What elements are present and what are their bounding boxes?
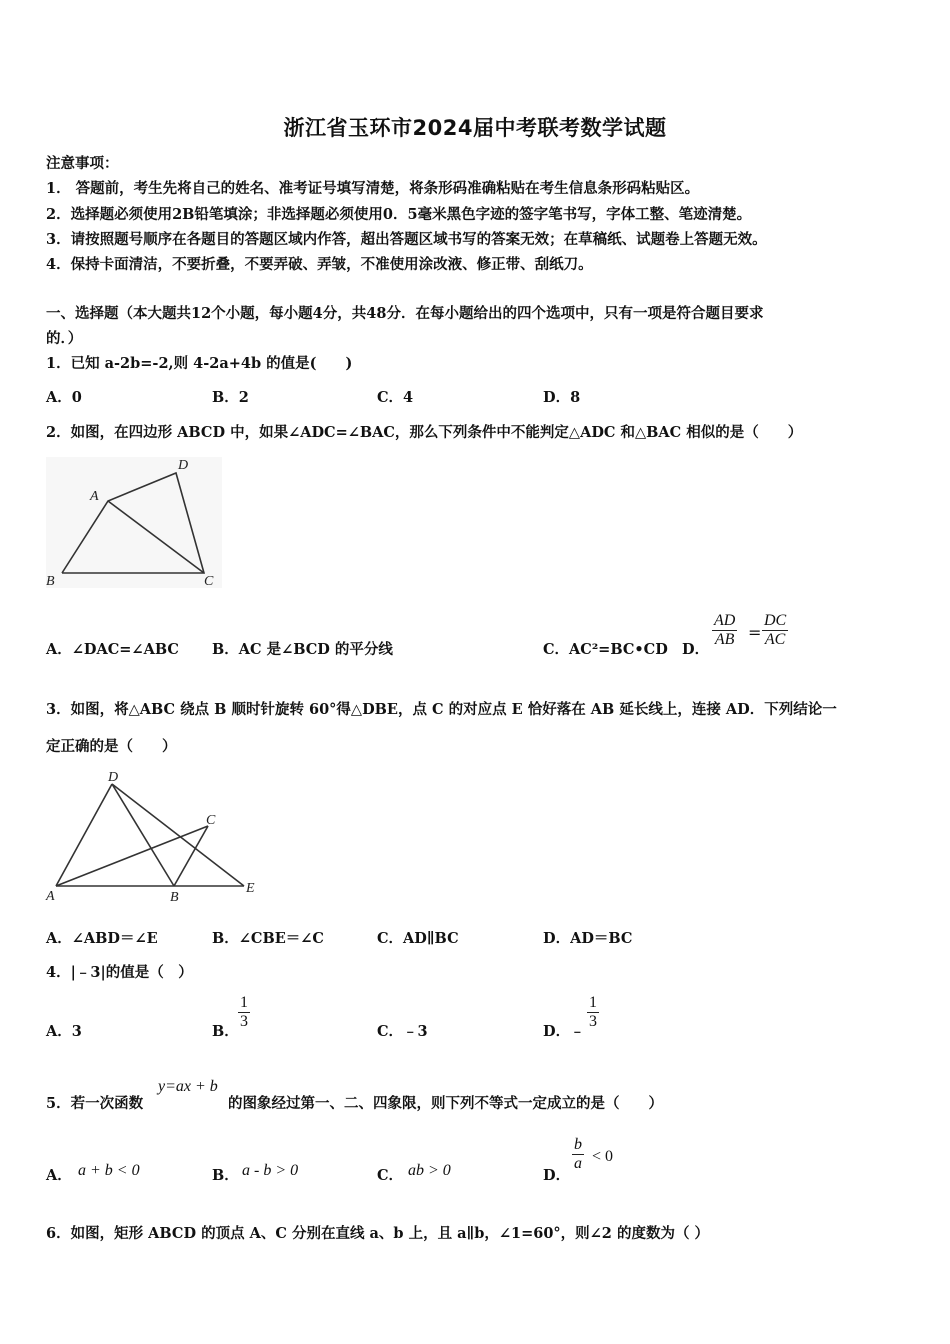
q2-option-c: C．AC²=BC•CD bbox=[543, 641, 668, 658]
q3-label-b: B bbox=[170, 890, 179, 905]
q3-label-c: C bbox=[206, 813, 216, 828]
q2-d-den2: AC bbox=[762, 630, 788, 649]
q4-option-b: B． bbox=[212, 1023, 239, 1040]
q2-option-b: B．AC 是∠BCD 的平分线 bbox=[212, 641, 393, 658]
q2-label-b: B bbox=[46, 574, 55, 589]
q4-d-den: 3 bbox=[589, 1013, 597, 1030]
q3-stem-line2: 定正确的是（ ） bbox=[46, 738, 177, 755]
q5-expr-c: ab > 0 bbox=[408, 1162, 451, 1179]
q4-d-frac bbox=[587, 994, 599, 1031]
q2-label-c: C bbox=[204, 574, 214, 589]
q1-option-b: B．2 bbox=[212, 389, 249, 406]
q2-d-frac-right bbox=[762, 612, 788, 649]
q1-option-d: D．8 bbox=[543, 389, 581, 406]
page-title: 浙江省玉环市2024届中考联考数学试题 bbox=[283, 116, 667, 140]
q4-stem: 4．|﹣3|的值是（ ） bbox=[46, 964, 193, 981]
q4-b-frac bbox=[238, 994, 250, 1031]
notice-heading: 注意事项： bbox=[46, 155, 119, 172]
q3-option-c: C．AD∥BC bbox=[377, 930, 459, 947]
q6-stem: 6．如图，矩形 ABCD 的顶点 A、C 分别在直线 a、b 上，且 a∥b，∠1=60°，则∠2 的度数为（ ） bbox=[46, 1225, 709, 1242]
q5-stem-end: 的图象经过第一、二、四象限，则下列不等式一定成立的是（ ） bbox=[228, 1095, 663, 1112]
q3-line-de bbox=[112, 784, 244, 886]
q4-option-c: C．﹣3 bbox=[377, 1023, 428, 1040]
q5-d-num: b bbox=[574, 1136, 582, 1153]
notice-item-1: 1． 答题前，考生先将自己的姓名、准考证号填写清楚，将条形码准确粘贴在考生信息条形码粘贴区。 bbox=[46, 180, 700, 197]
q5-function: y=ax + b bbox=[158, 1078, 218, 1095]
q5-d-frac bbox=[572, 1136, 584, 1173]
q2-d-den1: AB bbox=[712, 630, 737, 649]
q2-d-equals: = bbox=[748, 623, 762, 642]
q2-option-d: D． bbox=[682, 641, 710, 658]
q2-d-num2: DC bbox=[764, 612, 787, 629]
q5-d-tail: < 0 bbox=[592, 1148, 614, 1165]
q3-option-b: B．∠CBE＝∠C bbox=[212, 930, 324, 947]
notice-item-2: 2．选择题必须使用2B铅笔填涂；非选择题必须使用0．5毫米黑色字迹的签字笔书写，字体工整、笔迹清楚。 bbox=[46, 206, 752, 223]
q3-label-a: A bbox=[46, 889, 55, 904]
q4-b-den: 3 bbox=[240, 1013, 248, 1030]
q2-figure bbox=[44, 455, 224, 590]
q5-expr-b: a - b > 0 bbox=[242, 1162, 299, 1179]
q3-line-db bbox=[112, 784, 174, 886]
q5-option-c: C． bbox=[377, 1167, 404, 1184]
q5-option-a: A． bbox=[46, 1167, 72, 1184]
q5-option-b: B． bbox=[212, 1167, 239, 1184]
q3-line-ac bbox=[56, 826, 208, 886]
q3-option-d: D．AD＝BC bbox=[543, 930, 633, 947]
q1-option-c: C．4 bbox=[377, 389, 414, 406]
q5-stem-start: 5．若一次函数 bbox=[46, 1095, 144, 1112]
q3-line-ad bbox=[56, 784, 112, 886]
q1-stem: 1．已知 a-2b=-2,则 4-2a+4b 的值是( ) bbox=[46, 355, 353, 372]
q2-d-num1: AD bbox=[714, 612, 736, 629]
q3-label-e: E bbox=[246, 881, 255, 896]
notice-item-3: 3．请按照题号顺序在各题目的答题区域内作答，超出答题区域书写的答案无效；在草稿纸、试题卷上答题无效。 bbox=[46, 231, 767, 248]
q2-option-a: A．∠DAC=∠ABC bbox=[46, 641, 179, 658]
q4-d-num: 1 bbox=[589, 994, 597, 1011]
q2-label-d: D bbox=[178, 458, 189, 473]
q3-option-a: A．∠ABD＝∠E bbox=[46, 930, 158, 947]
section-heading-line2: 的．） bbox=[46, 330, 83, 347]
q2-label-a: A bbox=[90, 489, 99, 504]
q2-figure-bg bbox=[46, 457, 222, 588]
q4-option-a: A．3 bbox=[46, 1023, 82, 1040]
q3-figure bbox=[44, 768, 264, 906]
q3-label-d: D bbox=[108, 770, 119, 785]
q1-option-a: A．0 bbox=[46, 389, 82, 406]
q2-d-frac-left bbox=[712, 612, 737, 649]
notice-item-4: 4．保持卡面清洁，不要折叠，不要弄破、弄皱，不准使用涂改液、修正带、刮纸刀。 bbox=[46, 256, 593, 273]
section-heading-line1: 一、选择题（本大题共12个小题，每小题4分，共48分．在每小题给出的四个选项中，只有一项是符合题目要求 bbox=[46, 305, 764, 322]
q4-option-d: D．﹣ bbox=[543, 1023, 585, 1040]
q5-option-d: D． bbox=[543, 1167, 571, 1184]
q4-b-num: 1 bbox=[240, 994, 248, 1011]
q3-stem-line1: 3．如图，将△ABC 绕点 B 顺时针旋转 60°得△DBE，点 C 的对应点 E 恰好落在 AB 延长线上，连接 AD．下列结论一 bbox=[46, 701, 837, 718]
q5-expr-a: a + b < 0 bbox=[78, 1162, 140, 1179]
q2-stem: 2．如图，在四边形 ABCD 中，如果∠ADC=∠BAC，那么下列条件中不能判定△ADC 和△BAC 相似的是（ ） bbox=[46, 424, 803, 441]
q5-d-den: a bbox=[574, 1155, 582, 1172]
